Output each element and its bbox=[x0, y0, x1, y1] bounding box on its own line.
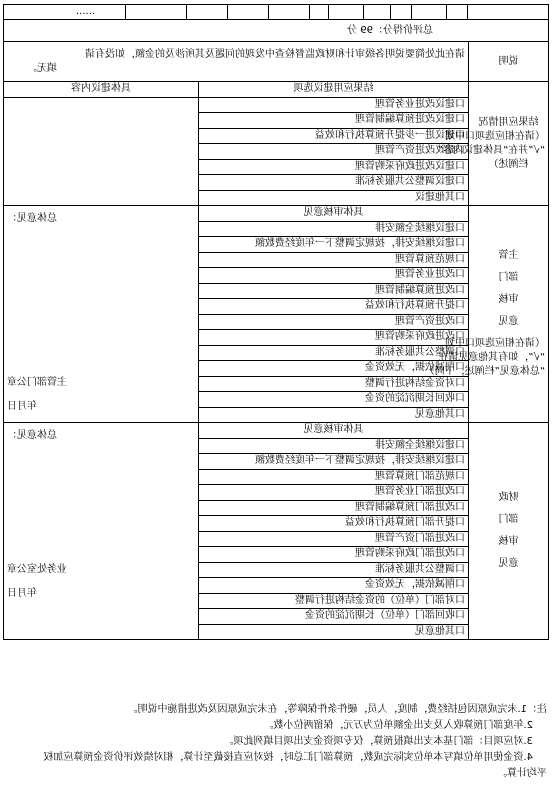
finance-header: 具体审核意见 bbox=[199, 423, 469, 439]
finance-option[interactable]: 口改进部门政府采购管理 bbox=[199, 547, 469, 563]
dept-desc-2: “√”，如有其他意见请在 bbox=[438, 352, 545, 363]
dept-desc-1: （请在相应选项口中划 bbox=[445, 338, 545, 349]
result-option[interactable]: 口建议进一步提升预算执行和效益 bbox=[199, 128, 469, 144]
note-line: 4.资金使用单位填写本单位实际完成数，预算部门汇总时，按对应直接截至计算，相对绩效评价资金预算应加权 bbox=[43, 752, 533, 763]
result-desc-2: “√”并在“具体建议内容” bbox=[437, 144, 545, 156]
dept-desc-3: “总体意见”栏阐述，下同） bbox=[424, 366, 545, 377]
note-line: 2.年度部门预算收入及支出金额单位为万元，保留两位小数。 bbox=[263, 720, 533, 731]
dept-title-1: 主管 bbox=[498, 250, 519, 261]
result-col-detail: 具体建议内容 bbox=[3, 82, 198, 98]
finance-title-2: 部门 bbox=[498, 514, 519, 525]
dept-option[interactable]: 口削减依据，无效资金 bbox=[199, 361, 469, 377]
dept-title-2: 部门 bbox=[498, 272, 519, 283]
finance-option[interactable]: 口提升部门预算执行和效益 bbox=[199, 516, 469, 532]
finance-option[interactable]: 口改进部门资产管理 bbox=[199, 531, 469, 547]
result-desc-3: 栏阐述） bbox=[488, 158, 529, 170]
dept-sign: 主管部门公章 bbox=[6, 377, 67, 388]
dept-title-4: 意见 bbox=[498, 316, 519, 327]
dept-header: 具体审核意见 bbox=[199, 206, 469, 222]
dept-option[interactable]: 口改进预算编制管理 bbox=[199, 283, 469, 299]
explain-text-1: 请在此处简要说明各级审计和财政监督检查中发现的问题及其所涉及的金额，如没有请 bbox=[85, 48, 465, 60]
dept-option[interactable]: 口调整公共服务标准 bbox=[199, 345, 469, 361]
dept-option[interactable]: 口改进业务管理 bbox=[199, 268, 469, 284]
finance-title-1: 财政 bbox=[498, 492, 519, 503]
finance-option[interactable]: 口建议继续全额安排 bbox=[199, 438, 469, 454]
finance-option[interactable]: 口对部门（单位）的资金结构进行调整 bbox=[199, 593, 469, 609]
evaluation-form-table bbox=[3, 4, 549, 640]
dept-option[interactable]: 口建议继续安排，按规定调整下一年度经费数额 bbox=[199, 237, 469, 253]
result-option[interactable]: 口建议改进业务管理 bbox=[199, 97, 469, 113]
result-option[interactable]: 口建议改进预算编制管理 bbox=[199, 113, 469, 129]
result-option[interactable]: 口建议调整公共服务标准 bbox=[199, 175, 469, 191]
dept-option[interactable]: 口收回长期沉淀的资金 bbox=[199, 392, 469, 408]
finance-overall: 总体意见： bbox=[6, 430, 57, 441]
dept-overall: 总体意见： bbox=[6, 213, 57, 224]
dept-title-3: 审核 bbox=[498, 294, 519, 305]
dept-option[interactable]: 口规范预算管理 bbox=[199, 252, 469, 268]
finance-sign: 业务处室公章 bbox=[6, 564, 67, 575]
dept-option[interactable]: 口改进政府采购管理 bbox=[199, 330, 469, 346]
dept-option[interactable]: 口建议继续全额安排 bbox=[199, 221, 469, 237]
dept-option[interactable]: 口其他意见 bbox=[199, 407, 469, 423]
result-option[interactable]: 口建议改进政府采购管理 bbox=[199, 159, 469, 175]
finance-date: 年月日 bbox=[6, 588, 37, 599]
note-line: 3.对应项目：部门基本支出填报预算，仅专项资金支出项目填列此项。 bbox=[223, 736, 533, 747]
footnotes bbox=[6, 702, 547, 782]
total-score: 总评价得分：99 分 bbox=[3, 20, 548, 42]
finance-title-4: 意见 bbox=[498, 558, 519, 569]
header-dots: ...... bbox=[75, 6, 95, 17]
finance-option[interactable]: 口规范部门预算管理 bbox=[199, 469, 469, 485]
explain-text-2: 填无。 bbox=[26, 62, 57, 74]
result-desc-1: （请在相应选项口中划 bbox=[445, 130, 545, 142]
finance-title-3: 审核 bbox=[498, 536, 519, 547]
finance-option[interactable]: 口其他意见 bbox=[199, 624, 469, 640]
result-option[interactable]: 口建议改进资产管理 bbox=[199, 144, 469, 160]
dept-date: 年月日 bbox=[6, 401, 37, 412]
explain-label: 说明 bbox=[469, 42, 549, 82]
note-line: 注：1.未完成原因包括经费，制度，人员，硬件条件保障等，在未完成原因及改进措施中说明。 bbox=[127, 704, 547, 715]
top-cell-row bbox=[3, 5, 548, 20]
result-title: 结果应用情况 bbox=[478, 116, 539, 128]
finance-option[interactable]: 口改进部门业务管理 bbox=[199, 485, 469, 501]
finance-option[interactable]: 口改进部门预算编制管理 bbox=[199, 500, 469, 516]
result-detail-cell[interactable] bbox=[3, 97, 198, 206]
finance-option[interactable]: 口收回部门（单位）长期沉淀的资金 bbox=[199, 609, 469, 625]
finance-option[interactable]: 口建议继续安排，按规定调整下一年度经费数额 bbox=[199, 454, 469, 470]
note-line: 平均计算。 bbox=[497, 768, 547, 779]
dept-option[interactable]: 口改进资产管理 bbox=[199, 314, 469, 330]
dept-option[interactable]: 口提升预算执行和效益 bbox=[199, 299, 469, 315]
finance-option[interactable]: 口调整公共服务标准 bbox=[199, 562, 469, 578]
result-col-options: 结果应用建议选项 bbox=[199, 82, 469, 98]
result-option[interactable]: 口其他建议 bbox=[199, 190, 469, 206]
finance-option[interactable]: 口削减依据，无效资金 bbox=[199, 578, 469, 594]
dept-option[interactable]: 口对资金结构进行调整 bbox=[199, 376, 469, 392]
